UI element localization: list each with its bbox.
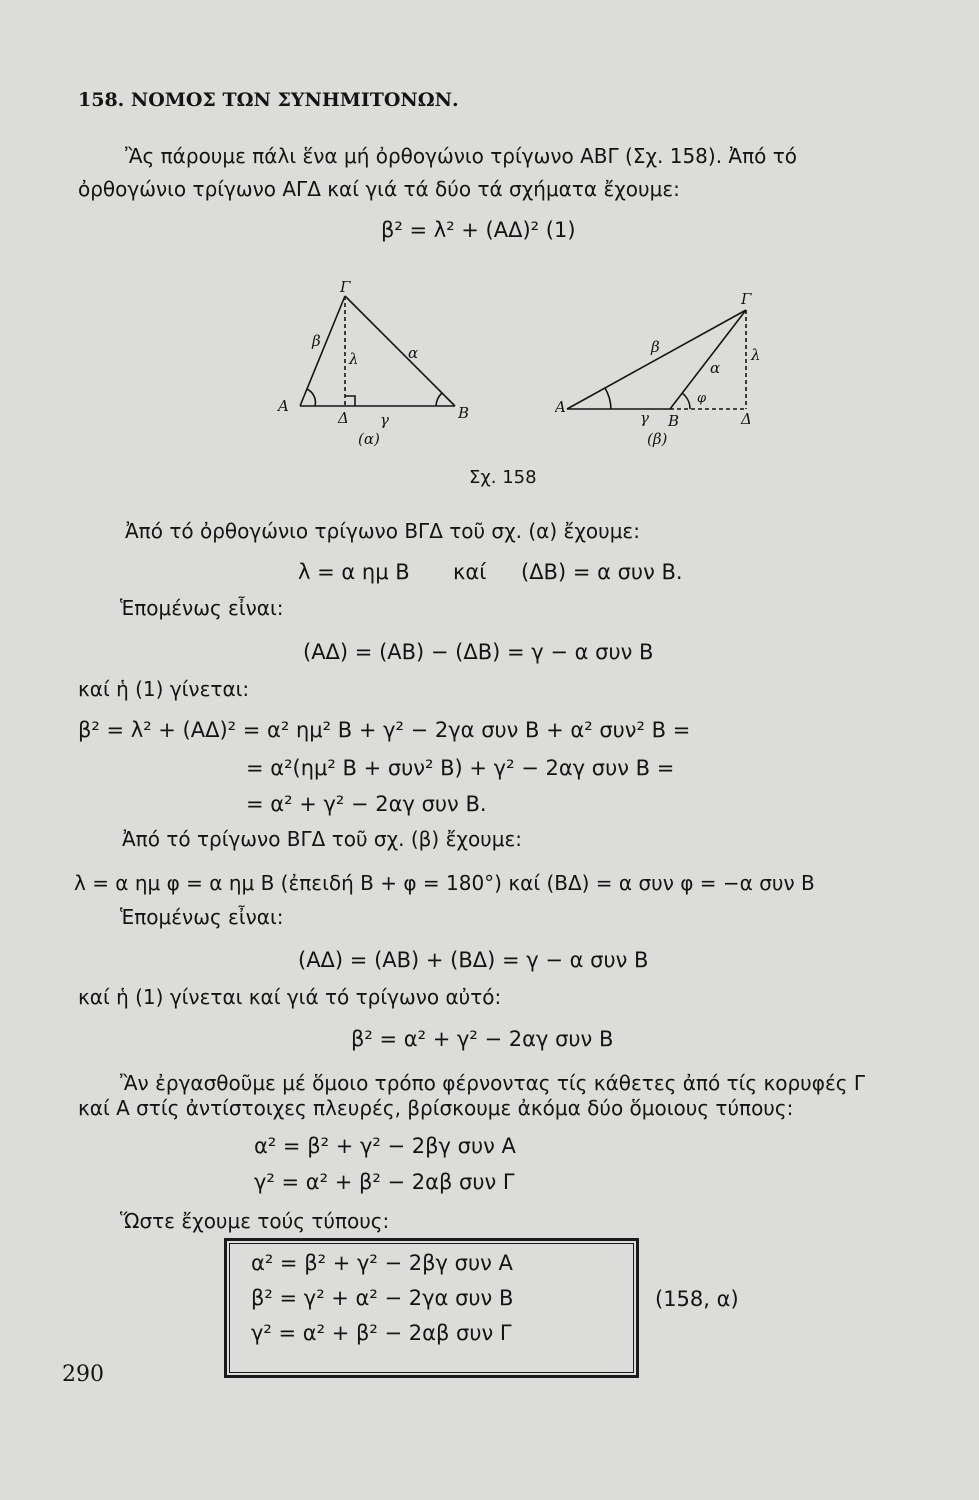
part-a-therefore: Ἑπομένως εἶναι:	[120, 596, 284, 620]
label-side-b-b: β	[651, 338, 660, 356]
label-angle-phi-b: φ	[697, 391, 707, 406]
part-a-eq-lambda: λ = α ημ Β	[298, 560, 410, 584]
part-a-becomes: καί ἡ (1) γίνεται:	[78, 677, 250, 701]
conclusion-line-2: καί Α στίς ἀντίστοιχες πλευρές, βρίσκουμε ἀκόμα δύο ὅμοιους τύπους:	[78, 1096, 794, 1120]
label-alpha-vertex-b: Α	[555, 398, 566, 416]
intro-line-1: Ἂς πάρουμε πάλι ἕνα μή ὀρθογώνιο τρίγωνο ΑΒΓ (Σχ. 158). Ἀπό τό	[125, 144, 798, 168]
boxed-formula-gamma: γ² = α² + β² − 2αβ συν Γ	[251, 1321, 512, 1345]
page-number: 290	[62, 1362, 104, 1387]
part-a-eq-ad: (ΑΔ) = (ΑΒ) − (ΔΒ) = γ − α συν Β	[303, 640, 654, 664]
formula-alpha: α² = β² + γ² − 2βγ συν Α	[254, 1134, 516, 1158]
part-b-intro: Ἀπό τό τρίγωνο ΒΓΔ τοῦ σχ. (β) ἔχουμε:	[122, 827, 523, 851]
label-side-a-a: α	[408, 344, 419, 362]
boxed-formulas	[224, 1238, 639, 1378]
boxed-formula-beta: β² = γ² + α² − 2γα συν Β	[251, 1286, 514, 1310]
label-gamma-top-b: Γ	[741, 290, 752, 308]
label-height-b: λ	[751, 346, 761, 364]
formula-gamma: γ² = α² + β² − 2αβ συν Γ	[254, 1170, 515, 1194]
label-delta-foot-a: Δ	[338, 409, 349, 427]
figure-b-subcaption: (β)	[647, 430, 668, 448]
conclusion-so: Ὥστε ἔχουμε τούς τύπους:	[120, 1209, 390, 1233]
part-b-therefore: Ἑπομένως εἶναι:	[120, 905, 284, 929]
part-b-eq-ad: (ΑΔ) = (ΑΒ) + (ΒΔ) = γ − α συν Β	[298, 948, 649, 972]
part-a-eq-db: (ΔΒ) = α συν Β.	[521, 560, 683, 584]
section-heading: 158. ΝΟΜΟΣ ΤΩΝ ΣΥΝΗΜΙΤΟΝΩΝ.	[78, 89, 459, 111]
label-base-a: γ	[380, 411, 389, 429]
derivation-line-1: β² = λ² + (ΑΔ)² = α² ημ² Β + γ² − 2γα συν Β + α² συν² Β =	[78, 718, 691, 742]
figure-a-subcaption: (α)	[358, 430, 380, 448]
triangle-figure-b	[555, 288, 780, 453]
label-side-a-b: α	[710, 359, 721, 377]
derivation-line-2: = α²(ημ² Β + συν² Β) + γ² − 2αγ συν Β =	[246, 756, 675, 780]
formula-reference: (158, α)	[655, 1287, 739, 1311]
label-height-a: λ	[349, 350, 359, 368]
label-beta-vertex-a: Β	[458, 404, 470, 422]
label-delta-foot-b: Δ	[741, 410, 752, 428]
label-gamma-top-a: Γ	[340, 278, 351, 296]
derivation-line-3: = α² + γ² − 2αγ συν Β.	[246, 792, 487, 816]
conclusion-line-1: Ἂν ἐργασθοῦμε μέ ὅμοιο τρόπο φέρνοντας τίς κάθετες ἀπό τίς κορυφές Γ	[120, 1071, 865, 1095]
part-b-becomes: καί ἡ (1) γίνεται καί γιά τό τρίγωνο αὐτό:	[78, 985, 502, 1009]
part-a-eq-and: καί	[453, 560, 487, 584]
triangle-figure-a	[270, 278, 495, 453]
part-b-result: β² = α² + γ² − 2αγ συν Β	[351, 1027, 614, 1051]
label-side-b-a: β	[312, 332, 321, 350]
figure-caption: Σχ. 158	[469, 467, 537, 488]
label-base-b: γ	[640, 409, 649, 427]
label-alpha-vertex-a: Α	[278, 397, 289, 415]
boxed-formula-alpha: α² = β² + γ² − 2βγ συν Α	[251, 1251, 513, 1275]
equation-1: β² = λ² + (ΑΔ)² (1)	[381, 218, 576, 242]
intro-line-2: ὀρθογώνιο τρίγωνο ΑΓΔ καί γιά τά δύο τά σχήματα ἔχουμε:	[78, 177, 680, 201]
label-beta-vertex-b: Β	[668, 412, 680, 430]
part-a-intro: Ἀπό τό ὀρθογώνιο τρίγωνο ΒΓΔ τοῦ σχ. (α) ἔχουμε:	[125, 519, 640, 543]
part-b-eq-lambda: λ = α ημ φ = α ημ Β (ἐπειδή Β + φ = 180°) καί (ΒΔ) = α συν φ = −α συν Β	[74, 871, 815, 895]
